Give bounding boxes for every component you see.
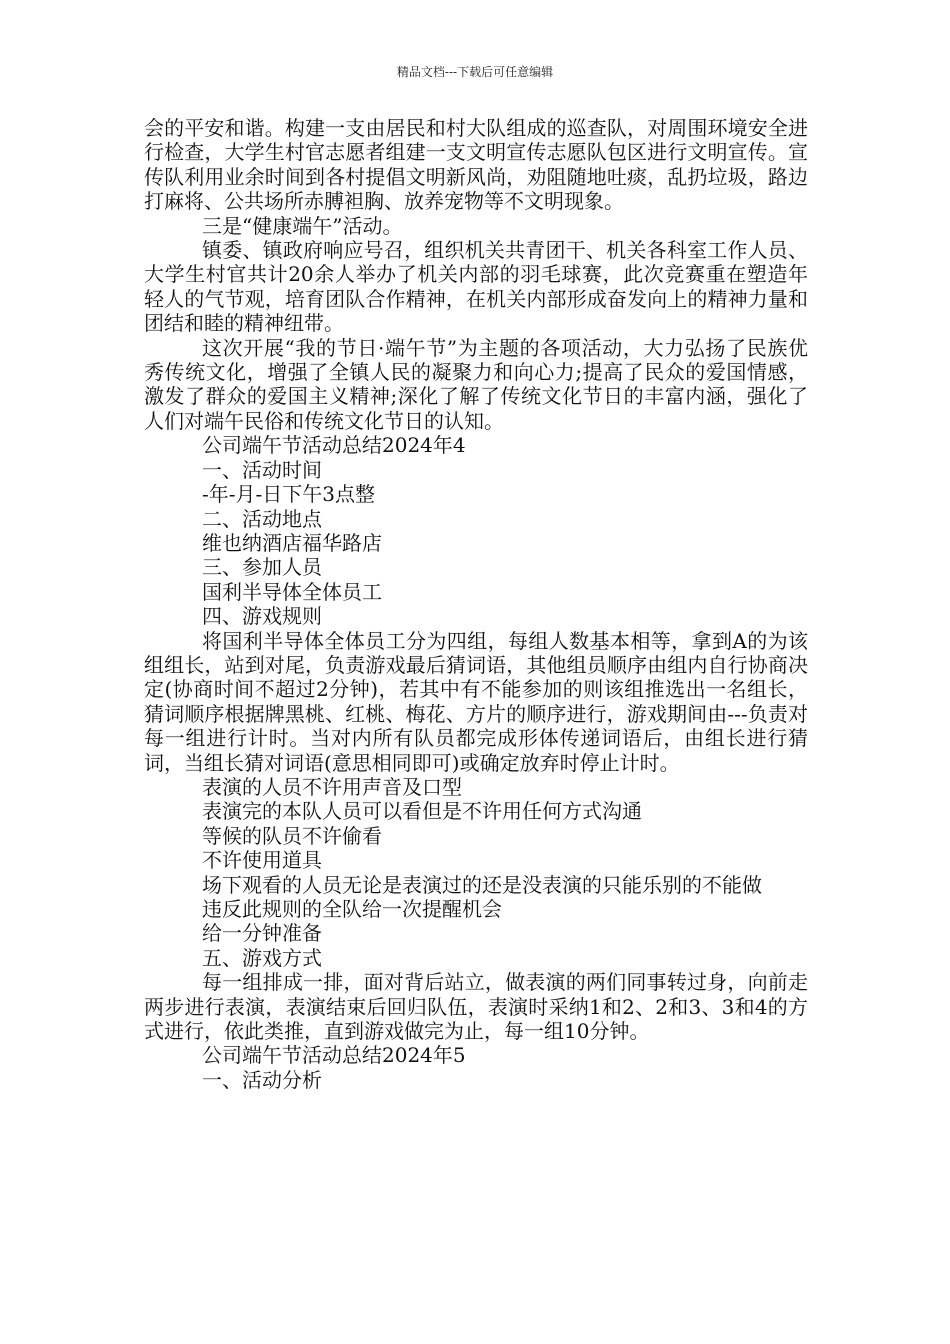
paragraph: 这次开展“我的节日·端午节”为主题的各项活动，大力弘扬了民族优秀传统文化，增强了全镇人民的凝聚力和向心力;提高了民众的爱国情感，激发了群众的爱国主义精神;深化了解了传统文化节日的丰富内涵，强化了人们对端午民俗和传统文化节日的认知。 [144,335,808,433]
heading: 二、活动地点 [202,506,322,531]
paragraph: 场下观看的人员无论是表演过的还是没表演的只能乐别的不能做 [202,872,762,897]
paragraph: 给一分钟准备 [202,921,322,946]
paragraph: 违反此规则的全队给一次提醒机会 [202,897,502,921]
page-header: 精品文档---下载后可任意编辑 [396,65,554,79]
heading: 一、活动分析 [202,1067,322,1092]
paragraph: 国利半导体全体员工 [202,579,382,604]
heading: 三、参加人员 [202,555,322,580]
section-title: 公司端午节活动总结2024年4 [202,433,466,458]
paragraph: 不许使用道具 [202,848,322,873]
paragraph: 每一组排成一排，面对背后站立，做表演的两们同事转过身，向前走两步进行表演，表演结束后回归队伍，表演时采纳1和2、2和3、3和4的方式进行，依此类推，直到游戏做完为止，每一组10分钟。 [144,970,808,1044]
document-body [144,116,808,1092]
heading: 一、活动时间 [202,457,322,482]
paragraph: 等候的队员不许偷看 [202,823,382,848]
paragraph: 表演的人员不许用声音及口型 [202,774,462,799]
paragraph: 将国利半导体全体员工分为四组，每组人数基本相等，拿到A的为该组组长，站到对尾，负责游戏最后猜词语，其他组员顺序由组内自行协商决定(协商时间不超过2分钟)，若其中有不能参加的则该组推选出一名组长，猜词顺序根据牌黑桃、红桃、梅花、方片的顺序进行，游戏期间由---负责对每一组进行计时。当对内所有队员都完成形体传递词语后，由组长进行猜词，当组长猜对词语(意思相同即可)或确定放弃时停止计时。 [144,628,808,775]
paragraph: 维也纳酒店福华路店 [202,530,382,555]
paragraph: -年-月-日下午3点整 [202,482,375,507]
paragraph: 会的平安和谐。构建一支由居民和村大队组成的巡查队，对周围环境安全进行检查，大学生村官志愿者组建一支文明宣传志愿队包区进行文明宣传。宣传队利用业余时间到各村提倡文明新风尚，劝阻随地吐痰，乱扔垃圾，路边打麻将、公共场所赤膊袒胸、放养宠物等不文明现象。 [144,116,808,214]
heading: 四、游戏规则 [202,604,322,629]
paragraph: 镇委、镇政府响应号召，组织机关共青团干、机关各科室工作人员、大学生村官共计20余人举办了机关内部的羽毛球赛，此次竞赛重在塑造年轻人的气节观，培育团队合作精神，在机关内部形成奋发向上的精神力量和团结和睦的精神纽带。 [144,238,808,336]
paragraph: 三是“健康端午”活动。 [202,213,403,238]
paragraph: 表演完的本队人员可以看但是不许用任何方式沟通 [202,799,642,824]
heading: 五、游戏方式 [202,945,322,970]
section-title: 公司端午节活动总结2024年5 [202,1043,466,1068]
